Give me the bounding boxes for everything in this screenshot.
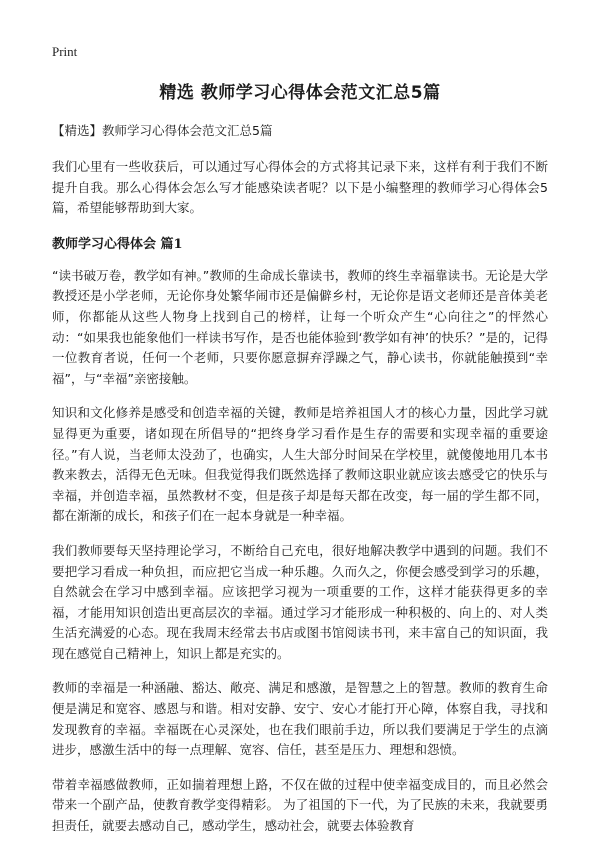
document-subtitle: 【精选】教师学习心得体会范文汇总5篇 [52,123,273,138]
print-label[interactable]: Print [52,44,78,59]
intro-paragraph: 我们心里有一些收获后，可以通过写心得体会的方式将其记录下来，这样有利于我们不断提升自我。那么心得体会怎么写才能感染读者呢？以下是小编整理的教师学习心得体会5篇，希望能够帮助到大家。 [52,159,548,216]
section-heading: 教师学习心得体会 篇1 [52,236,183,252]
body-paragraph: “读书破万卷，教学如有神。”教师的生命成长靠读书，教师的终生幸福靠读书。无论是大学教授还是小学老师，无论你身处繁华闹市还是偏僻乡村，无论你是语文老师还是音体美老师，你都能从这些人物身上找到自己的榜样，让每一个听众产生“心向往之”的怦然心动：“如果我也能象他们一样读书写作，是否也能体验到‘教学如有神’的快乐？”是的，记得一位教育者说，任何一个老师，只要你愿意摒弃浮躁之气，静心读书，你就能触摸到“幸福”，与“幸福”亲密接触。 [52,267,548,386]
body-paragraph: 带着幸福感做教师，正如揣着理想上路，不仅在做的过程中使幸福变成目的，而且必然会带来一个副产品，使教育教学变得精彩。 为了祖国的下一代，为了民族的未来，我就要勇担责任，就要去感动自己，感动学生，感动社会，就要去体验教育 [52,776,548,834]
body-paragraph: 知识和文化修养是感受和创造幸福的关键，教师是培养祖国人才的核心力量，因此学习就显得更为重要，诸如现在所倡导的“把终身学习看作是生存的需要和实现幸福的重要途径。”有人说，当老师太没劲了，也确实，人生大部分时间呆在学校里，就傻傻地用几本书教来教去，活得无色无味。但我觉得我们既然选择了教师这职业就应该去感受它的快乐与幸福，并创造幸福，虽然教材不变，但是孩子却是每天都在改变，每一届的学生都不同，都在渐渐的成长，和孩子们在一起本身就是一种幸福。 [52,405,548,524]
document-page [52,78,548,851]
body-paragraph: 我们教师要每天坚持理论学习，不断给自己充电，很好地解决教学中遇到的问题。我们不要把学习看成一种负担，而应把它当成一种乐趣。久而久之，你便会感受到学习的乐趣，自然就会在学习中感到幸福。应该把学习视为一项重要的工作，这样才能获得更多的幸福，才能用知识创造出更高层次的幸福。通过学习才能形成一种积极的、向上的、对人类生活充满爱的心态。现在我周末经常去书店或图书馆阅读书刊，来丰富自己的知识面，我现在感觉自己精神上，知识上都是充实的。 [52,542,548,661]
body-paragraph: 教师的幸福是一种涵融、豁达、敞亮、满足和感激，是智慧之上的智慧。教师的教育生命便是满足和宽容、感恩与和谐。相对安静、安宁、安心才能打开心障，体察自我，寻找和发现教育的幸福。幸福既在心灵深处，也在我们眼前手边，所以我们要满足于学生的点滴进步，感激生活中的每一点理解、宽容、信任，甚至是压力、理想和怨愤。 [52,680,548,758]
document-title: 精选 教师学习心得体会范文汇总5篇 [159,83,441,103]
